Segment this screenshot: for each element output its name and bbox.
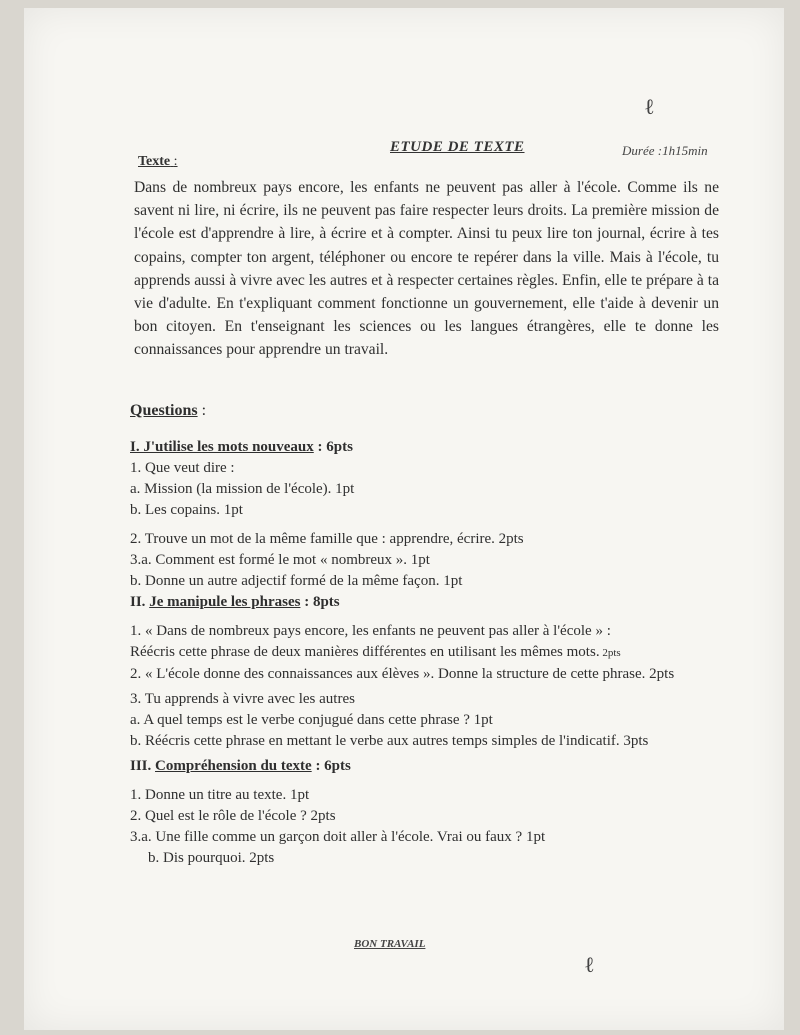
question-line: a. Mission (la mission de l'école). 1pt — [130, 481, 355, 497]
text-label: Texte — [138, 154, 171, 169]
text-label-colon: : — [173, 154, 178, 169]
question-line: 3. Tu apprends à vivre avec les autres — [130, 691, 355, 707]
question-line: 1. « Dans de nombreux pays encore, les enfants ne peuvent pas aller à l'école » : — [130, 623, 611, 639]
page-title: ETUDE DE TEXTE — [390, 139, 525, 155]
section-2-heading: II. Je manipule les phrases : 8pts — [130, 594, 340, 610]
questions-block — [130, 400, 730, 869]
reading-passage: Dans de nombreux pays encore, les enfants ne peuvent pas aller à l'école. Comme ils ne savent ni lire, ni écrire, ils ne peuvent pas faire respecter leurs droits. La première mission de l'école est d'apprendre à lire, à écrire et à compter. Ainsi tu peux lire ton journal, écrire à tes copains, compter ton argent, téléphoner ou encore te repérer dans la ville. Mais à l'école, tu apprends aussi à vivre avec les autres et à respecter certaines règles. Enfin, elle te prépare à ta vie d'adulte. En t'expliquant comment fonctionne un gouvernement, elle t'aide à devenir un bon citoyen. En t'enseignant les sciences ou les langues étrangères, elle te donne les connaissances pour apprendre un travail. — [134, 179, 719, 359]
question-line: 1. Donne un titre au texte. 1pt — [130, 787, 310, 803]
question-line: 2. Trouve un mot de la même famille que : apprendre, écrire. 2pts — [130, 531, 524, 547]
question-line: 1. Que veut dire : — [130, 460, 235, 476]
question-line: 3.a. Comment est formé le mot « nombreux ». 1pt — [130, 552, 430, 568]
handwritten-mark-top: ℓ — [644, 94, 655, 119]
question-line: Réécris cette phrase de deux manières différentes en utilisant les mêmes mots. 2pts — [130, 644, 621, 660]
question-line: 2. Quel est le rôle de l'école ? 2pts — [130, 808, 336, 824]
footer-good-luck: BON TRAVAIL — [354, 938, 426, 950]
section-1-heading: I. J'utilise les mots nouveaux : 6pts — [130, 439, 353, 455]
duration-label: Durée :1h15min — [622, 143, 708, 158]
text-section-label — [138, 154, 178, 170]
question-line: 2. « L'école donne des connaissances aux élèves ». Donne la structure de cette phrase. 2pts — [130, 666, 675, 682]
question-line: b. Les copains. 1pt — [130, 502, 243, 518]
question-line: a. A quel temps est le verbe conjugué dans cette phrase ? 1pt — [130, 712, 493, 728]
handwritten-mark-bottom: ℓ — [584, 952, 595, 977]
questions-heading: Questions : — [130, 402, 207, 419]
question-line: b. Donne un autre adjectif formé de la même façon. 1pt — [130, 573, 463, 589]
question-line: b. Réécris cette phrase en mettant le verbe aux autres temps simples de l'indicatif. 3pts — [130, 733, 649, 749]
exam-sheet — [24, 8, 784, 1030]
question-line: 3.a. Une fille comme un garçon doit aller à l'école. Vrai ou faux ? 1pt — [130, 829, 546, 845]
section-3-heading: III. Compréhension du texte : 6pts — [130, 758, 351, 774]
question-line: b. Dis pourquoi. 2pts — [148, 850, 275, 866]
